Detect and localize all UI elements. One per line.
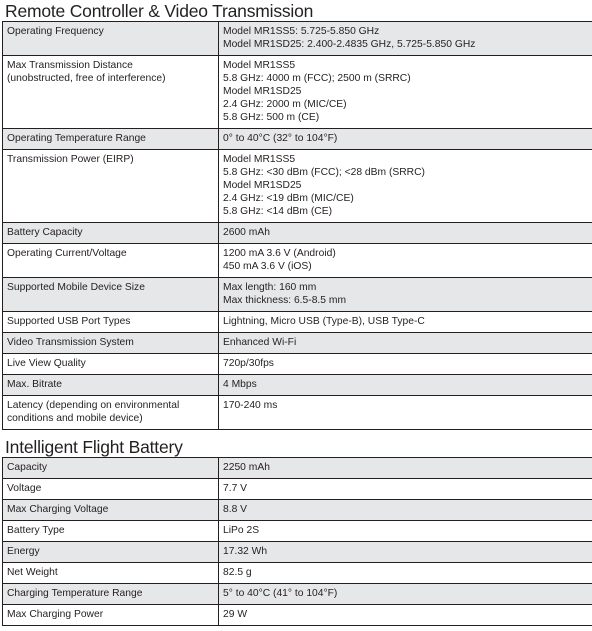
spec-row (3, 584, 592, 605)
spec-value-line: 4 Mbps (223, 378, 592, 391)
spec-label (3, 22, 219, 56)
spec-label-line: Battery Capacity (7, 226, 214, 239)
spec-table (2, 457, 592, 626)
spec-value (219, 22, 592, 56)
spec-label-line: Operating Current/Voltage (7, 247, 214, 260)
spec-row (3, 605, 592, 626)
spec-value-line: 5.8 GHz: <30 dBm (FCC); <28 dBm (SRRC) (223, 166, 592, 179)
spec-label-line: Battery Type (7, 524, 214, 537)
spec-label (3, 278, 219, 312)
spec-value (219, 500, 592, 521)
spec-value-line: 7.7 V (223, 482, 592, 495)
spec-value (219, 150, 592, 223)
spec-value-line: 2600 mAh (223, 226, 592, 239)
spec-label (3, 396, 219, 430)
spec-value-line: 450 mA 3.6 V (iOS) (223, 260, 592, 273)
spec-row (3, 223, 592, 244)
spec-row (3, 333, 592, 354)
spec-value (219, 479, 592, 500)
spec-value-line: 17.32 Wh (223, 545, 592, 558)
spec-value (219, 521, 592, 542)
spec-label (3, 333, 219, 354)
spec-table (2, 21, 592, 430)
spec-value-line: Max thickness: 6.5-8.5 mm (223, 294, 592, 307)
spec-value-line: 82.5 g (223, 566, 592, 579)
spec-value (219, 375, 592, 396)
spec-label-line: Operating Frequency (7, 25, 214, 38)
spec-row (3, 563, 592, 584)
spec-value-line: Model MR1SS5 (223, 59, 592, 72)
spec-label (3, 605, 219, 626)
spec-label-line: Max Charging Power (7, 608, 214, 621)
spec-value-line: 720p/30fps (223, 357, 592, 370)
spec-value-line: 170-240 ms (223, 399, 592, 412)
spec-label-line: Net Weight (7, 566, 214, 579)
spec-row (3, 396, 592, 430)
section-title: Intelligent Flight Battery (0, 437, 592, 457)
spec-label (3, 150, 219, 223)
spec-label (3, 244, 219, 278)
spec-value-line: Model MR1SD25: 2.400-2.4835 GHz, 5.725-5.850 GHz (223, 38, 592, 51)
spec-label-line: Max Charging Voltage (7, 503, 214, 516)
spec-label (3, 563, 219, 584)
spec-value (219, 354, 592, 375)
spec-label-line: (unobstructed, free of interference) (7, 72, 214, 85)
spec-value-line: 5.8 GHz: 500 m (CE) (223, 111, 592, 124)
spec-label-line: conditions and mobile device) (7, 412, 214, 425)
spec-table-body (3, 22, 592, 430)
spec-value-line: 8.8 V (223, 503, 592, 516)
spec-label (3, 312, 219, 333)
spec-row (3, 542, 592, 563)
spec-value (219, 396, 592, 430)
spec-label (3, 542, 219, 563)
spec-value-line: 0° to 40°C (32° to 104°F) (223, 132, 592, 145)
spec-value-line: Model MR1SD25 (223, 85, 592, 98)
spec-label (3, 375, 219, 396)
spec-label-line: Video Transmission System (7, 336, 214, 349)
spec-label-line: Energy (7, 545, 214, 558)
spec-value (219, 542, 592, 563)
spec-label-line: Transmission Power (EIRP) (7, 153, 214, 166)
spec-value-line: LiPo 2S (223, 524, 592, 537)
spec-table-body (3, 458, 592, 626)
spec-row (3, 129, 592, 150)
spec-row (3, 458, 592, 479)
spec-row (3, 56, 592, 129)
spec-value (219, 563, 592, 584)
spec-label-line: Voltage (7, 482, 214, 495)
spec-label-line: Operating Temperature Range (7, 132, 214, 145)
spec-value (219, 605, 592, 626)
spec-label-line: Live View Quality (7, 357, 214, 370)
spec-label-line: Max. Bitrate (7, 378, 214, 391)
spec-row (3, 375, 592, 396)
section-title: Remote Controller & Video Transmission (0, 1, 592, 21)
spec-value-line: Model MR1SS5: 5.725-5.850 GHz (223, 25, 592, 38)
spec-value-line: Enhanced Wi-Fi (223, 336, 592, 349)
spec-value (219, 312, 592, 333)
spec-value-line: Lightning, Micro USB (Type-B), USB Type-C (223, 315, 592, 328)
spec-row (3, 150, 592, 223)
spec-value-line: 5.8 GHz: 4000 m (FCC); 2500 m (SRRC) (223, 72, 592, 85)
spec-label (3, 521, 219, 542)
spec-label (3, 584, 219, 605)
spec-row (3, 244, 592, 278)
spec-label-line: Supported Mobile Device Size (7, 281, 214, 294)
spec-label (3, 223, 219, 244)
spec-row (3, 354, 592, 375)
spec-value (219, 223, 592, 244)
spec-row (3, 479, 592, 500)
spec-label-line: Charging Temperature Range (7, 587, 214, 600)
spec-value-line: Max length: 160 mm (223, 281, 592, 294)
section-flight-battery (0, 437, 592, 626)
spec-value (219, 584, 592, 605)
spec-label (3, 500, 219, 521)
spec-value-line: 5° to 40°C (41° to 104°F) (223, 587, 592, 600)
spec-value (219, 333, 592, 354)
spec-label (3, 458, 219, 479)
spec-row (3, 278, 592, 312)
spec-value-line: Model MR1SS5 (223, 153, 592, 166)
spec-label (3, 354, 219, 375)
spec-row (3, 22, 592, 56)
spec-value-line: 5.8 GHz: <14 dBm (CE) (223, 205, 592, 218)
spec-row (3, 312, 592, 333)
spec-label (3, 479, 219, 500)
spec-value-line: 29 W (223, 608, 592, 621)
spec-row (3, 521, 592, 542)
spec-label (3, 129, 219, 150)
spec-value (219, 458, 592, 479)
spec-value (219, 278, 592, 312)
spec-label-line: Capacity (7, 461, 214, 474)
spec-value (219, 129, 592, 150)
spec-value-line: 1200 mA 3.6 V (Android) (223, 247, 592, 260)
spec-value-line: 2250 mAh (223, 461, 592, 474)
spec-value (219, 56, 592, 129)
spec-label-line: Latency (depending on environmental (7, 399, 214, 412)
spec-label-line: Max Transmission Distance (7, 59, 214, 72)
section-remote-controller (0, 1, 592, 430)
spec-row (3, 500, 592, 521)
spec-value-line: Model MR1SD25 (223, 179, 592, 192)
spec-value (219, 244, 592, 278)
spec-value-line: 2.4 GHz: <19 dBm (MIC/CE) (223, 192, 592, 205)
spec-label (3, 56, 219, 129)
spec-label-line: Supported USB Port Types (7, 315, 214, 328)
spec-value-line: 2.4 GHz: 2000 m (MIC/CE) (223, 98, 592, 111)
